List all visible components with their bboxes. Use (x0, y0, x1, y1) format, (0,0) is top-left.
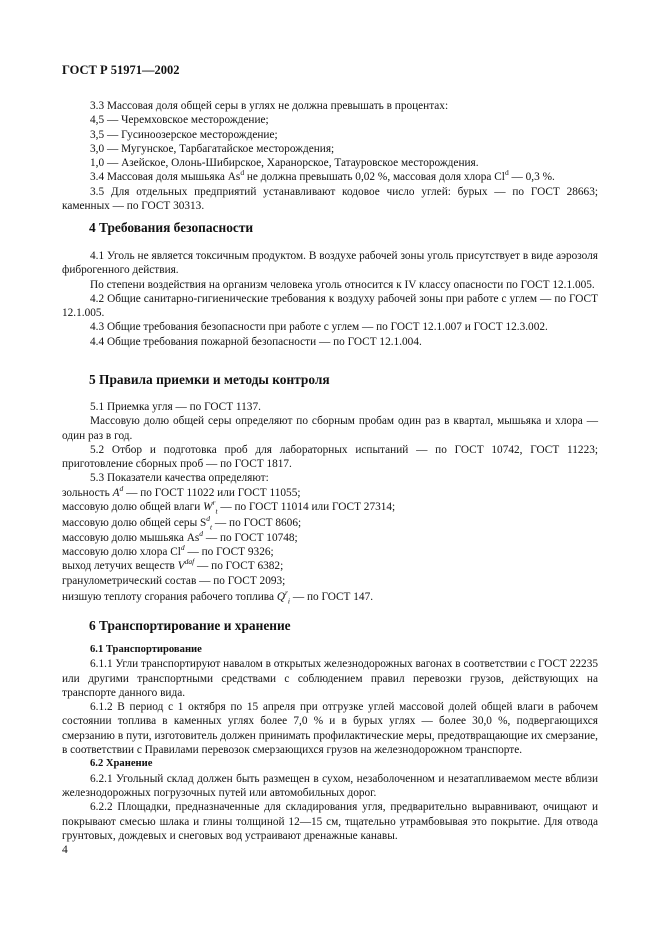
subsection-6-2-title: 6.2 Хранение (90, 758, 153, 770)
section-5-title: 5 Правила приемки и методы контроля (89, 372, 330, 387)
paragraph-3-3: 3.3 Массовая доля общей серы в углях не должна превышать в процентах: (90, 100, 449, 112)
list-item: 4,5 — Черемховское месторождение; (90, 114, 269, 127)
list-item: 1,0 — Азейское, Олонь-Шибирское, Харанорское, Татауровское месторождения. (90, 157, 479, 170)
paragraph-4-2: 4.2 Общие санитарно-гигиенические требования к воздуху рабочей зоны при работе с углем — по ГОСТ 12.1.005. (62, 292, 598, 320)
indicator-heat: низшую теплоту сгорания рабочего топлива $Q^r_i$ — по ГОСТ 147. (62, 588, 374, 606)
section-5-body (62, 400, 598, 604)
paragraph-4-1: 4.1 Уголь не является токсичным продуктом. В воздухе рабочей зоны уголь присутствует в виде аэрозоля фиброгенного действия. (62, 250, 598, 277)
page-number: 4 (62, 844, 68, 856)
list-item: 3,0 — Мугунское, Тарбагатайское месторождения; (90, 142, 335, 155)
paragraph-6-2-1: 6.2.1 Угольный склад должен быть размещен в сухом, незаболоченном и незатапливаемом месте вблизи железнодорожных погрузочных путей или автомобильных дорог. (62, 772, 598, 799)
paragraph-5-1b: Массовую долю общей серы определяют по сборным пробам один раз в квартал, мышьяка и хлора — один раз в год. (62, 415, 598, 442)
section-4-title: 4 Требования безопасности (89, 220, 254, 235)
paragraph-6-1-2: 6.1.2 В период с 1 октября по 15 апреля при отгрузке углей массовой долей общей влаги в рабочем состоянии топлива в каменных углях более 7,0 % и в бурых углях — более 30,0 %, подвергающихся смерзанию в пути, изготовитель должен принимать профилактические меры, предотвращающие их смерзание, в соответствии с Правилами перевозок смерзающихся грузов на железнодорожном транспорте. (62, 701, 598, 757)
paragraph-6-1-1: 6.1.1 Угли транспортируют навалом в открытых железнодорожных вагонах в соответствии с ГОСТ 22235 или другими транспортными средствами с соблюдением правил перевозки грузов, действующих на транспорте данного вида. (62, 658, 598, 699)
paragraph-3-4: 3.4 Массовая доля мышьяка As$^d$ не должна превышать 0,02 %, массовая доля хлора Cl$^d$ — 0,3 %. (90, 168, 555, 184)
document-header: ГОСТ Р 51971—2002 (62, 63, 180, 77)
paragraph-3-5: 3.5 Для отдельных предприятий устанавливают кодовое число углей: бурых — по ГОСТ 28663; каменных — по ГОСТ 30313. (62, 185, 598, 213)
requirements-block (62, 99, 598, 213)
indicator-chlorine: массовую долю хлора Cl$^d$ — по ГОСТ 9326; (62, 543, 274, 558)
section-4-body (62, 249, 598, 349)
subsection-6-1-title: 6.1 Транспортирование (90, 644, 202, 655)
list-item: 3,5 — Гусиноозерское месторождение; (90, 128, 278, 141)
indicator-sulfur: массовую долю общей серы $S^d_t$ — по ГОСТ 8606; (62, 514, 302, 532)
paragraph-4-1b: По степени воздействия на организм человека уголь относится к IV классу опасности по ГОСТ 12.1.005. (90, 278, 595, 291)
section-6-title: 6 Транспортирование и хранение (89, 618, 291, 633)
indicator-moisture: массовую долю общей влаги $W^r_t$ — по ГОСТ 11014 или ГОСТ 27314; (62, 498, 396, 516)
indicator-arsenic: массовую долю мышьяка As$^d$ — по ГОСТ 10748; (62, 528, 298, 544)
paragraph-5-3: 5.3 Показатели качества определяют: (90, 472, 269, 485)
paragraph-4-4: 4.4 Общие требования пожарной безопасности — по ГОСТ 12.1.004. (90, 335, 422, 348)
indicator-volatile: выход летучих веществ $V^{daf}$ — по ГОСТ 6382; (62, 557, 284, 573)
section-6-body (62, 643, 598, 843)
indicator-ash: зольность $A^d$ — по ГОСТ 11022 или ГОСТ 11055; (62, 484, 301, 499)
paragraph-4-3: 4.3 Общие требования безопасности при работе с углем — по ГОСТ 12.1.007 и ГОСТ 12.3.002. (90, 321, 548, 334)
paragraph-6-2-2: 6.2.2 Площадки, предназначенные для складирования угля, предварительно выравнивают, очищают и покрывают смесью шлака и глины толщиной 12—15 см, тщательно утрамбовывая это покрытие. Для отвода грунтовых, дождевых и снеговых вод устраивают дренажные канавы. (62, 801, 598, 842)
paragraph-5-2: 5.2 Отбор и подготовка проб для лабораторных испытаний — по ГОСТ 10742, ГОСТ 11223; приготовление сборных проб — по ГОСТ 1817. (62, 443, 598, 471)
paragraph-5-1: 5.1 Приемка угля — по ГОСТ 1137. (90, 401, 261, 413)
indicator-granulometric: гранулометрический состав — по ГОСТ 2093; (62, 574, 286, 587)
